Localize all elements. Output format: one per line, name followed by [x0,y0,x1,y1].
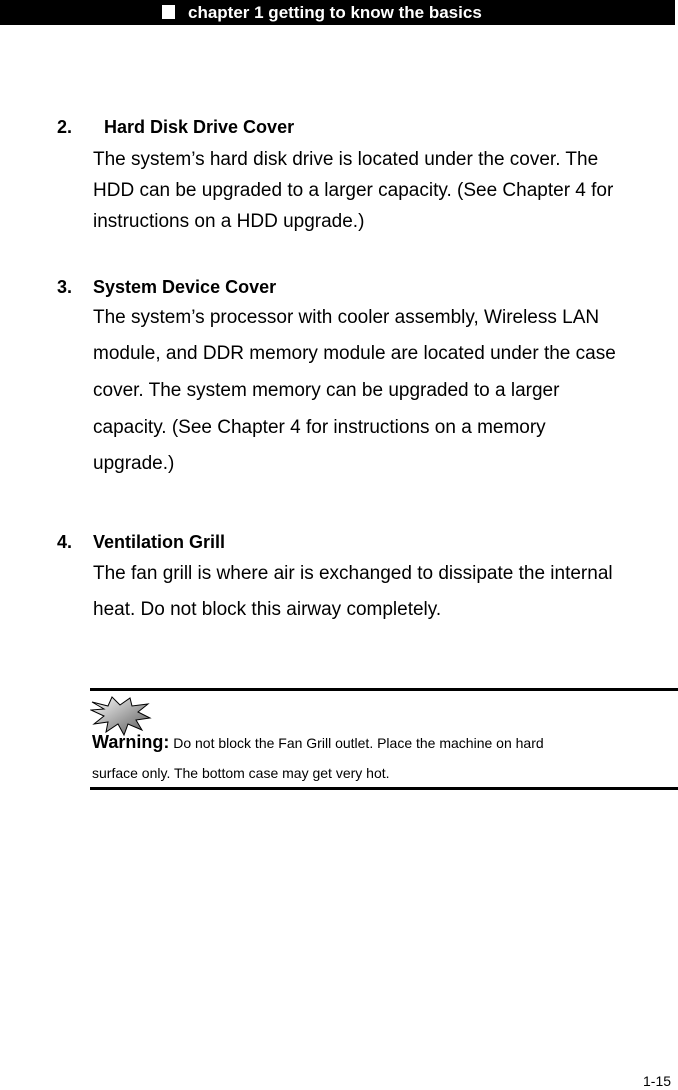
item-text-line: HDD can be upgraded to a larger capacity. (See Chapter 4 for [93,180,614,201]
item-number: 2. [57,117,73,137]
item-title: Hard Disk Drive Cover [104,117,295,137]
chapter-header [0,0,675,25]
item-text-line: cover. The system memory can be upgraded to a larger [93,380,560,401]
warning-label: Warning: [92,732,170,752]
warning-line [92,733,544,752]
item-title: System Device Cover [93,277,277,297]
item-text-line: instructions on a HDD upgrade.) [93,211,365,232]
item-number: 4. [57,532,73,552]
item-text-line: module, and DDR memory module are located under the case [93,343,616,364]
item-text-line: capacity. (See Chapter 4 for instructions on a memory [93,417,546,438]
warning-burst-icon [90,696,152,736]
item-text-line: The system’s hard disk drive is located under the cover. The [93,149,599,170]
warning-top-rule [90,688,678,691]
item-text-line: heat. Do not block this airway completely. [93,599,442,620]
page-number: 1-15 [643,1073,672,1089]
chapter-title: chapter 1 getting to know the basics [188,3,482,22]
warning-text: Do not block the Fan Grill outlet. Place the machine on hard [173,735,544,751]
item-title: Ventilation Grill [93,532,226,552]
item-number: 3. [57,277,73,297]
item-text-line: The system’s processor with cooler assembly, Wireless LAN [93,307,600,328]
square-bullet-icon [162,5,175,19]
item-text-line: The fan grill is where air is exchanged to dissipate the internal [93,563,613,584]
item-text-line: upgrade.) [93,453,175,474]
warning-bottom-rule [90,787,678,790]
warning-text-line: surface only. The bottom case may get very hot. [92,765,390,781]
